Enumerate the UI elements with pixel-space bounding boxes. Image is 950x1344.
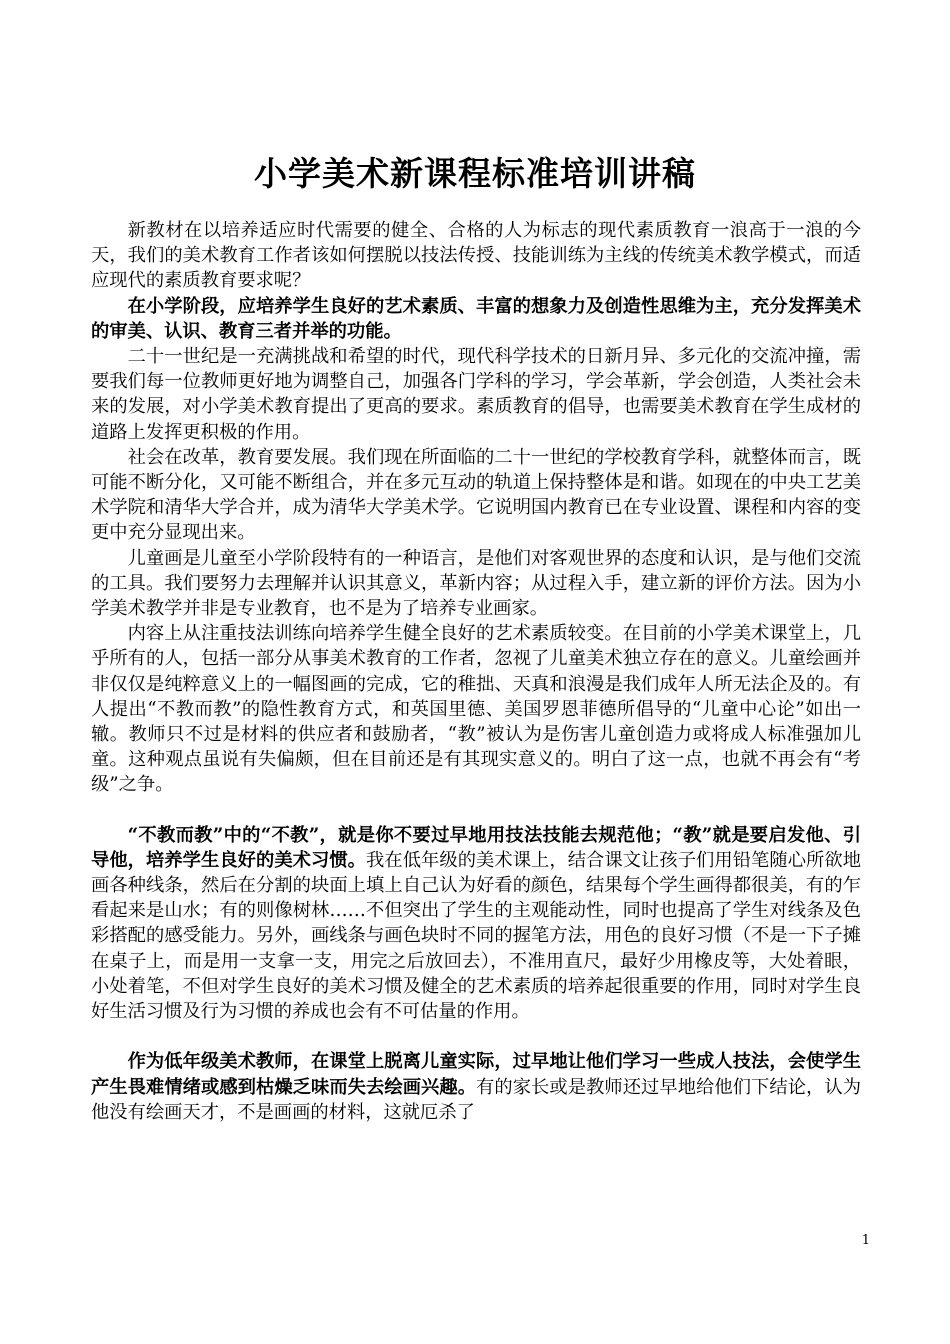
bold-statement: “不教而教”中的“不教”，就是你不要过早地用技法技能去规范他；“教”就是要启发他、引导他，培养学生良好的美术习惯。 (91, 824, 861, 871)
bold-statement: 作为低年级美术教师，在课堂上脱离儿童实际，过早地让他们学习一些成人技法，会使学生产生畏难情绪或感到枯燥乏味而失去绘画兴趣。 (91, 1051, 861, 1098)
paragraph-content-shift: 内容上从注重技法训练向培养学生健全良好的艺术素质较变。在目前的小学美术课堂上，几乎所有的人，包括一部分从事美术教育的工作者，忽视了儿童美术独立存在的意义。儿童绘画并非仅仅是纯粹意义上的一幅图画的完成，它的稚拙、天真和浪漫是我们成年人所无法企及的。有人提出“不教而教”的隐性教育方式，和英国里德、美国罗恩菲德所倡导的“儿童中心论”如出一辙。教师只不过是材料的供应者和鼓励者，“教”被认为是伤害儿童创造力或将成人标准强加儿童。这种观点虽说有失偏颇，但在目前还是有其现实意义的。明白了这一点，也就不再会有“考级”之争。 (91, 623, 861, 796)
paragraph-low-grade-teacher (91, 1049, 861, 1125)
paragraph-text: 有的家长或是教师还过早地给他们下结论，认为他没有绘画天才，不是画画的材料，这就厄杀了 (91, 1076, 862, 1123)
paragraph-children-drawing: 儿童画是儿童至小学阶段特有的一种语言，是他们对客观世界的态度和认识，是与他们交流的工具。我们要努力去理解并认识其意义，革新内容；从过程入手，建立新的评价方法。因为小学美术教学并非是专业教育，也不是为了培养专业画家。 (91, 547, 861, 620)
bold-statement: 在小学阶段，应培养学生良好的艺术素质、丰富的想象力及创造性思维为主，充分发挥美术的审美、认识、教育三者并举的功能。 (91, 295, 861, 342)
document-body (91, 218, 861, 1125)
paragraph-21st-century: 二十一世纪是一充满挑战和希望的时代，现代科学技术的日新月异、多元化的交流冲撞，需要我们每一位教师更好地为调整自己，加强各门学科的学习，学会革新，学会创造，人类社会未来的发展，对小学美术教育提出了更高的要求。素质教育的倡导，也需要美术教育在学生成材的道路上发挥更积极的作用。 (91, 346, 861, 443)
paragraph-intro: 新教材在以培养适应时代需要的健全、合格的人为标志的现代素质教育一浪高于一浪的今天，我们的美术教育工作者该如何摆脱以技法传授、技能训练为主线的传统美术教学模式，而适应现代的素质教育要求呢？ (91, 220, 861, 292)
paragraph-teaching-without-teaching (91, 823, 861, 1025)
document-title: 小学美术新课程标准培训讲稿 (254, 154, 696, 193)
paragraph-text: 我在低年级的美术课上，结合课文让孩子们用铅笔随心所欲地画各种线条，然后在分割的块面上填上自己认为好看的颜色，结果每个学生画得都很美，有的乍看起来是山水；有的则像树林……不但突出了学生的主观能动性，同时也提高了学生对线条及色彩搭配的感受能力。另外，画线条与画色块时不同的握笔方法，用色的良好习惯（不是一下子摊在桌子上，而是用一支拿一支，用完之后放回去），不准用直尺，最好少用橡皮等，大处着眼，小处着笔，不但对学生良好的美术习惯及健全的艺术素质的培养起很重要的作用，同时对学生良好生活习惯及行为习惯的养成也会有不可估量的作用。 (91, 849, 862, 1023)
page-number: 1 (861, 1233, 870, 1248)
paragraph-society-reform: 社会在改革，教育要发展。我们现在所面临的二十一世纪的学校教育学科，就整体而言，既可能不断分化，又可能不断组合，并在多元互动的轨道上保持整体是和谐。如现在的中央工艺美术学院和清华大学合并，成为清华大学美术学。它说明国内教育已在专业设置、课程和内容的变更中充分显现出来。 (91, 446, 861, 544)
paragraph-key-point (91, 294, 861, 344)
